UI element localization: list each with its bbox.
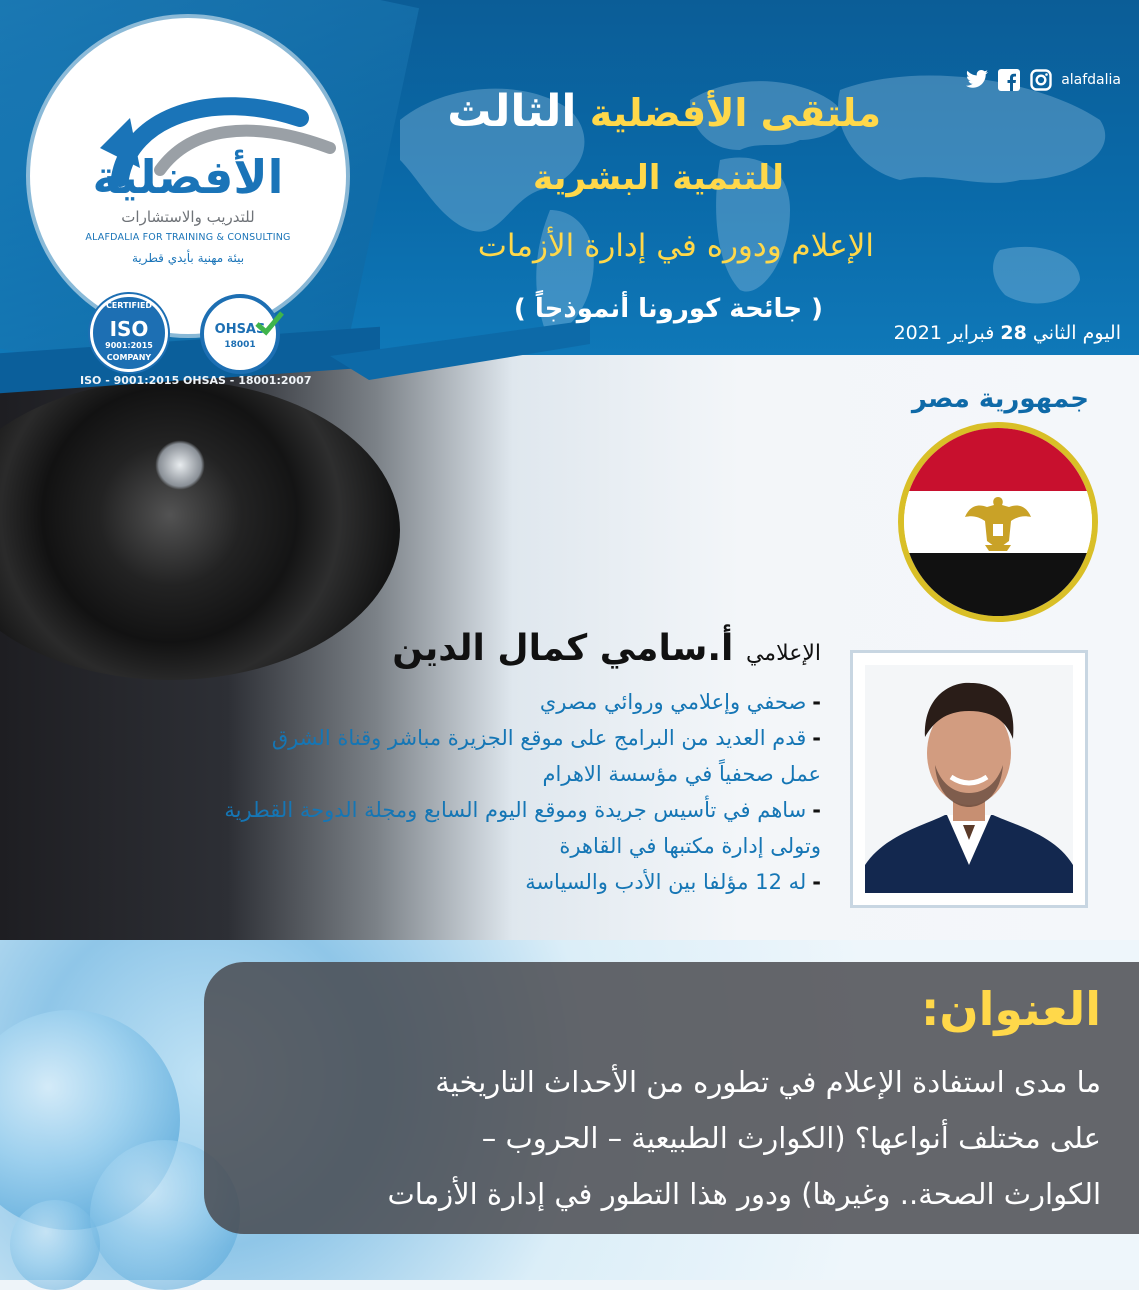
speaker-name-line: [392, 628, 821, 669]
talk-line: ما مدى استفادة الإعلام في تطوره من الأحداث التاريخية: [435, 1065, 1101, 1099]
instagram-icon[interactable]: [1029, 68, 1053, 92]
event-title: [447, 86, 881, 137]
bio-text: عمل صحفياً في مؤسسة الاهرام: [542, 762, 821, 786]
eagle-emblem-icon: [963, 493, 1033, 553]
lens-highlight: [155, 440, 205, 490]
event-title-main: ملتقى الأفضلية: [589, 91, 881, 135]
egypt-flag-icon: [898, 422, 1098, 622]
certifications-text: ISO - 9001:2015 OHSAS - 18001:2007: [80, 374, 312, 387]
bio-item-continued: [21, 756, 821, 792]
bio-text: قدم العديد من البرامج على موقع الجزيرة مباشر وقناة الشرق: [271, 726, 807, 750]
speaker-prefix: الإعلامي: [745, 641, 821, 666]
bullet-dash: -: [812, 870, 821, 894]
iso-badge-mid: ISO: [109, 317, 149, 341]
bio-item: [21, 792, 821, 828]
speaker-country: جمهورية مصر: [911, 384, 1089, 414]
bio-item: [21, 684, 821, 720]
event-case: ( جائحة كورونا أنموذجاً ): [513, 294, 823, 324]
brand-subtitle: للتدريب والاستشارات: [121, 208, 255, 226]
bio-text: وتولى إدارة مكتبها في القاهرة: [559, 834, 821, 858]
social-bar: [965, 68, 1121, 92]
checkmark-icon: [254, 310, 284, 336]
ohsas-badge-mid: OHSAS: [214, 322, 266, 337]
event-date: [894, 322, 1121, 344]
date-day: 28: [1000, 322, 1027, 344]
event-topic: الإعلام ودوره في إدارة الأزمات: [477, 228, 874, 264]
bio-item: [21, 720, 821, 756]
talk-line: على مختلف أنواعها؟ (الكوارث الطبيعية – الحروب –: [481, 1121, 1101, 1155]
brand-name-english: ALAFDALIA FOR TRAINING & CONSULTING: [85, 232, 291, 243]
speaker-photo: [865, 665, 1073, 893]
bio-text: صحفي وإعلامي وروائي مصري: [539, 690, 807, 714]
brand-name-arabic: الأفضلية: [92, 150, 284, 204]
event-title-edition: الثالث: [447, 86, 577, 137]
speaker-portrait-icon: [865, 665, 1073, 893]
brand-tagline: بيئة مهنية بأيدي قطرية: [131, 251, 245, 265]
talk-title: [221, 1054, 1101, 1222]
talk-label: العنوان:: [920, 982, 1101, 1036]
iso-badge-bottom: COMPANY: [106, 353, 152, 362]
bio-text: له 12 مؤلفا بين الأدب والسياسة: [525, 870, 807, 894]
ohsas-badge-code: 18001: [224, 340, 256, 350]
speaker-photo-frame: [850, 650, 1088, 908]
speaker-bio: [21, 684, 821, 900]
iso-badge: [90, 294, 168, 372]
bullet-dash: -: [812, 690, 821, 714]
iso-badge-code: 9001:2015: [105, 341, 153, 350]
bullet-dash: -: [812, 798, 821, 822]
flag-white-stripe: [904, 491, 1092, 554]
twitter-icon[interactable]: [965, 68, 989, 92]
ohsas-badge: [200, 294, 280, 374]
virus-image: [10, 1200, 100, 1290]
bio-item: [21, 864, 821, 900]
social-handle[interactable]: alafdalia: [1061, 72, 1121, 88]
talk-line: الكوارث الصحة.. وغيرها) ودور هذا التطور في إدارة الأزمات: [387, 1177, 1101, 1211]
facebook-icon[interactable]: [997, 68, 1021, 92]
bullet-dash: -: [812, 726, 821, 750]
bio-text: ساهم في تأسيس جريدة وموقع اليوم السابع ومجلة الدوحة القطرية: [224, 798, 807, 822]
bio-item-continued: [21, 828, 821, 864]
date-suffix: فبراير 2021: [893, 322, 995, 344]
speaker-name: أ.سامي كمال الدين: [392, 628, 734, 669]
iso-badge-top: CERTIFIED: [105, 301, 153, 310]
event-subtitle: للتنمية البشرية: [533, 158, 784, 198]
date-prefix: اليوم الثاني: [1032, 322, 1121, 344]
